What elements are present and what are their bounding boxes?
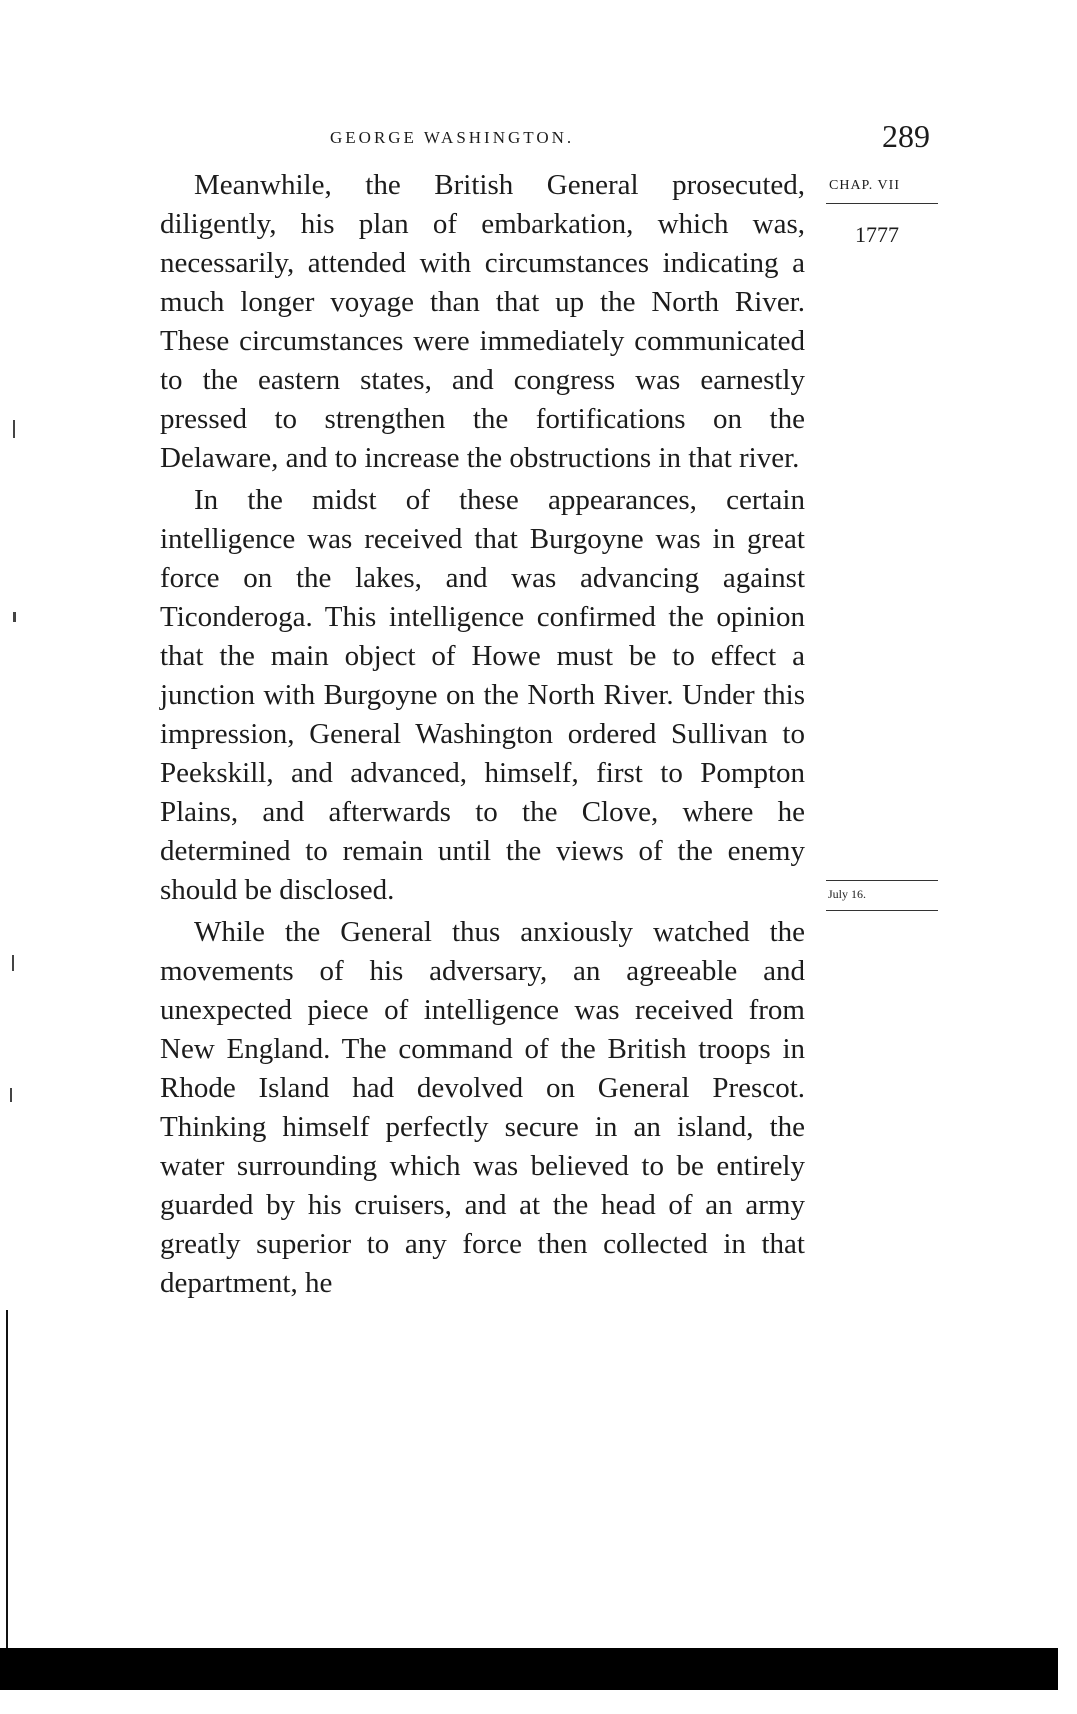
scan-speck — [13, 420, 15, 438]
scan-speck — [10, 1088, 12, 1102]
scan-speck — [13, 612, 16, 622]
scan-edge — [6, 1310, 8, 1650]
margin-rule-chapter — [826, 203, 938, 204]
scan-bottom-bar — [0, 1648, 1058, 1690]
margin-date: July 16. — [828, 887, 867, 901]
body-text — [160, 166, 805, 1303]
margin-rule-date-top — [826, 880, 938, 881]
scan-speck — [12, 955, 14, 971]
running-title: GEORGE WASHINGTON. — [330, 128, 575, 147]
margin-rule-date-bottom — [826, 910, 938, 911]
paragraph: Meanwhile, the British General prosecuted, diligently, his plan of embarkation, which was, necessarily, attended with circumstances indicating a much longer voyage than that up the North River. These circumstances were immediately communicated to the eastern states, and congress was earnestly pressed to strengthen the fortifications on the Delaware, and to increase the obstructions in that river. — [160, 169, 805, 474]
margin-year: 1777 — [855, 222, 899, 247]
margin-chapter: CHAP. VII — [829, 178, 900, 193]
paragraph: In the midst of these appearances, certain intelligence was received that Burgoyne was in great force on the lakes, and was advancing against Ticonderoga. This intelligence confirmed the opinion that the main object of Howe must be to effect a junction with Burgoyne on the North River. Under this impression, General Washington ordered Sullivan to Peekskill, and advanced, himself, first to Pompton Plains, and afterwards to the Clove, where he determined to remain until the views of the enemy should be disclosed. — [160, 484, 805, 906]
paragraph: While the General thus anxiously watched the movements of his adversary, an agreeable and unexpected piece of intelligence was received from New England. The command of the British troops in Rhode Island had devolved on General Prescot. Thinking himself perfectly secure in an island, the water surrounding which was believed to be entirely guarded by his cruisers, and at the head of an army greatly superior to any force then collected in that department, he — [160, 916, 805, 1299]
page-number: 289 — [882, 118, 930, 154]
